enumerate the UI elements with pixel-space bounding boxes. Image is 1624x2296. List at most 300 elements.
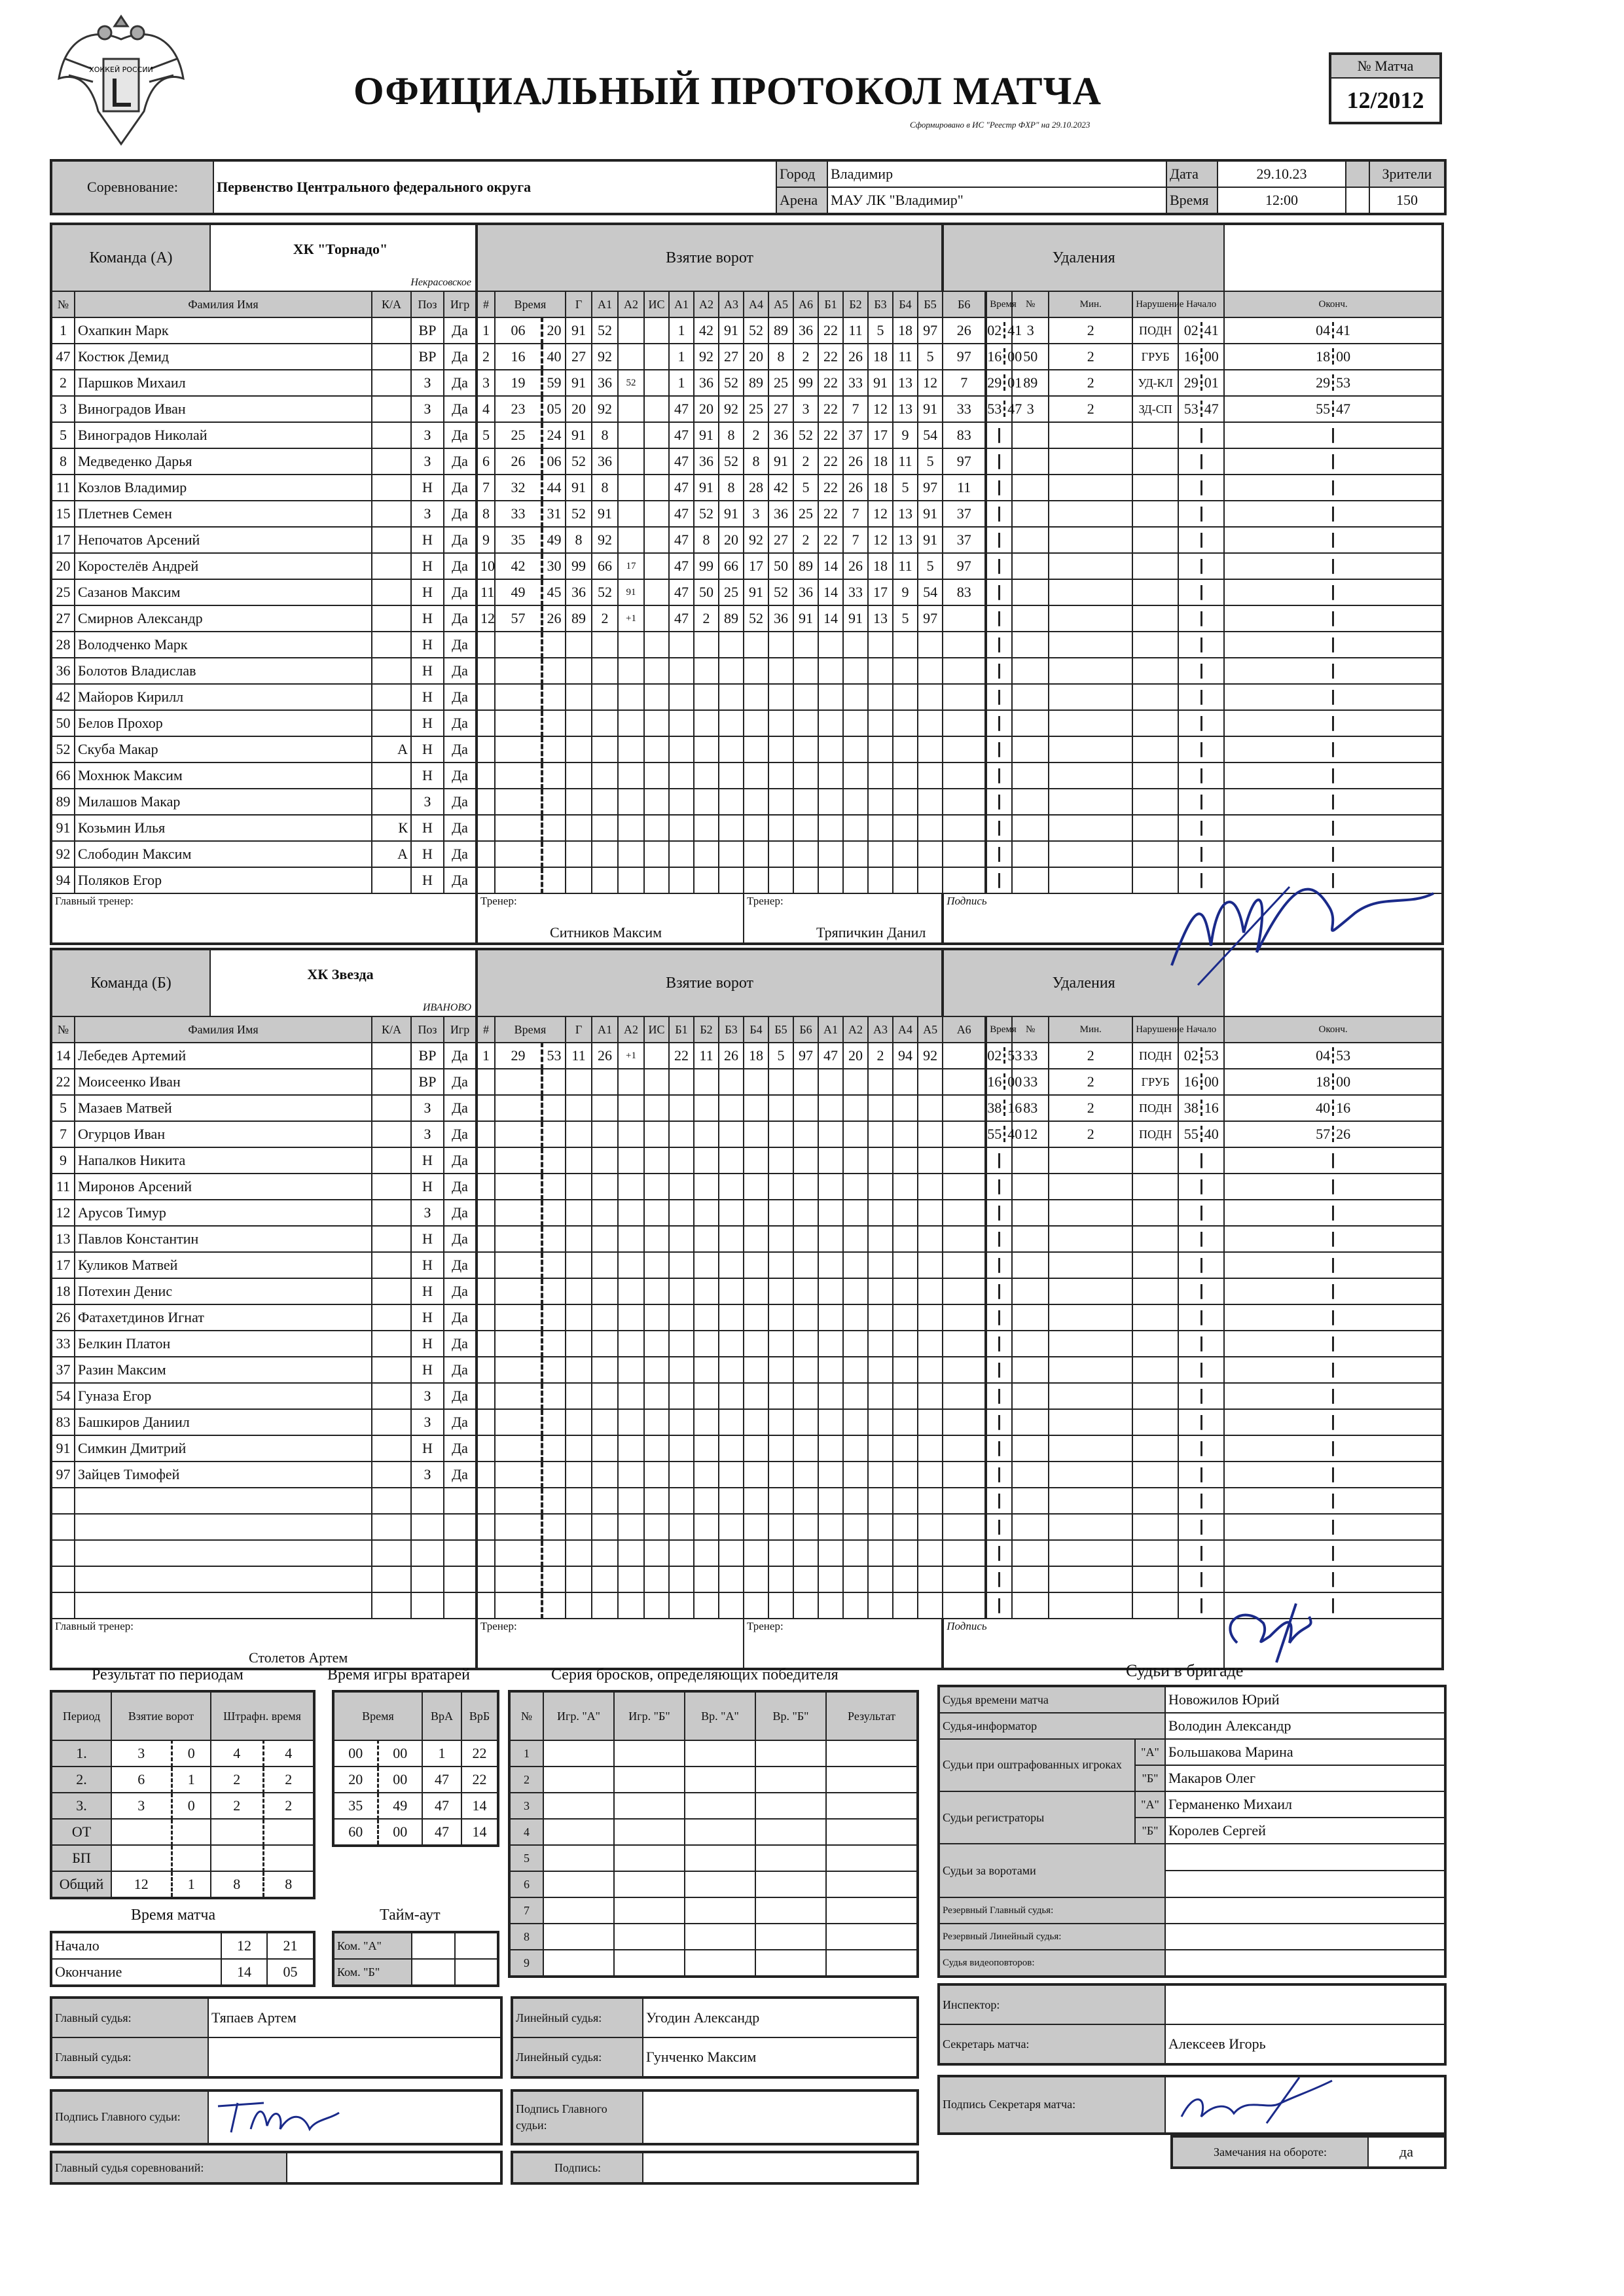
timeout-a-label: Ком. "А"	[333, 1932, 412, 1959]
shootout-table	[508, 1690, 919, 1978]
onice-player	[918, 1278, 943, 1304]
penalty-minutes	[1049, 1488, 1132, 1514]
onice-player	[719, 1226, 744, 1252]
player-name: Охапкин Марк	[75, 317, 372, 344]
penalty-min: 02	[987, 1047, 1002, 1064]
player-played: Да	[444, 1462, 477, 1488]
penalty-start	[1178, 448, 1224, 475]
player-played: Да	[444, 1331, 477, 1357]
period-name: 1.	[51, 1740, 111, 1767]
goal-number	[477, 841, 495, 867]
period-value	[263, 1819, 314, 1845]
onice-player	[843, 815, 868, 841]
onice-player	[768, 1304, 793, 1331]
goalie-value: 00	[378, 1819, 422, 1846]
onice-player	[893, 1409, 918, 1435]
shootout-cell	[685, 1819, 755, 1845]
player-position: Н	[411, 1252, 444, 1278]
player-number: 11	[51, 475, 75, 501]
goal-assist-1	[592, 789, 618, 815]
goal-scorer: 52	[566, 501, 592, 527]
player-name: Непочатов Арсений	[75, 527, 372, 553]
time-min: 02	[1183, 322, 1199, 338]
match-info-table	[50, 159, 1447, 215]
team-city: Некрасовское	[410, 277, 472, 288]
goal-situation	[644, 527, 669, 553]
player-name: Слободин Максим	[75, 841, 372, 867]
player-name: Майоров Кирилл	[75, 684, 372, 710]
penalty-minutes	[1049, 579, 1132, 605]
onice-player	[694, 1331, 719, 1357]
goal-number: 9	[477, 527, 495, 553]
player-number: 22	[51, 1069, 75, 1095]
goal-assist-1	[592, 710, 618, 736]
shootout-number: 9	[509, 1950, 543, 1977]
penalty-end	[1224, 1043, 1443, 1069]
player-position: Н	[411, 1435, 444, 1462]
onice-player	[868, 1069, 893, 1095]
onice-player	[793, 1540, 818, 1566]
goal-col: А1	[592, 291, 618, 317]
penalty-player	[1012, 684, 1049, 710]
goal-scorer: 99	[566, 553, 592, 579]
goal-number	[477, 1174, 495, 1200]
shootout-cell	[543, 1819, 614, 1845]
onice-player: 52	[719, 448, 744, 475]
goal-scorer	[566, 736, 592, 762]
inspector-label: Инспектор:	[939, 1984, 1165, 2024]
penalty-infraction	[1132, 579, 1178, 605]
penalty-infraction	[1132, 1488, 1178, 1514]
goal-sec	[542, 1566, 566, 1592]
goal-scorer	[566, 1121, 592, 1147]
goal-scorer	[566, 1462, 592, 1488]
penalty-time	[986, 370, 1022, 396]
onice-player	[843, 1252, 868, 1278]
onice-player: 18	[744, 1043, 768, 1069]
onice-player	[719, 1331, 744, 1357]
goal-situation	[644, 1514, 669, 1540]
period-value: 8	[211, 1871, 263, 1898]
penalty-minutes	[1049, 553, 1132, 579]
period-value: 12	[111, 1871, 171, 1898]
penalty-minutes	[1049, 710, 1132, 736]
onice-player	[818, 867, 843, 893]
player-played: Да	[444, 1383, 477, 1409]
penalty-infraction	[1132, 1278, 1178, 1304]
penalty-time	[986, 789, 1012, 815]
col-name: Фамилия Имя	[75, 1016, 372, 1043]
player-number: 25	[51, 579, 75, 605]
penalty-time	[986, 1226, 1012, 1252]
time-min: 55	[1183, 1126, 1199, 1142]
onice-player	[843, 1095, 868, 1121]
player-number: 20	[51, 553, 75, 579]
goal-assist-2	[618, 1514, 644, 1540]
penalty-start	[1178, 736, 1224, 762]
onice-col: А2	[843, 1016, 868, 1043]
player-position: ВР	[411, 1069, 444, 1095]
player-captain	[372, 710, 411, 736]
penalty-start	[1178, 815, 1224, 841]
goal-assist-2	[618, 1592, 644, 1619]
penalty-infraction	[1132, 1252, 1178, 1278]
onice-player	[818, 1462, 843, 1488]
onice-player: 50	[768, 553, 793, 579]
penalty-player	[1012, 553, 1049, 579]
player-captain	[372, 1121, 411, 1147]
onice-player	[719, 1514, 744, 1540]
col-pos: Поз	[411, 291, 444, 317]
player-played: Да	[444, 1069, 477, 1095]
player-position: З	[411, 422, 444, 448]
onice-player: 37	[843, 422, 868, 448]
period-value: 0	[171, 1793, 211, 1819]
onice-player: 97	[918, 605, 943, 632]
head-referee-2-sign-label: Подпись Главного судьи:	[512, 2090, 643, 2144]
penalty-time	[986, 475, 1012, 501]
onice-player	[818, 1383, 843, 1409]
goal-situation	[644, 710, 669, 736]
goal-situation	[644, 1435, 669, 1462]
goal-assist-1	[592, 1514, 618, 1540]
onice-player	[893, 632, 918, 658]
onice-player	[868, 658, 893, 684]
player-name: Арусов Тимур	[75, 1200, 372, 1226]
time-sec: 16	[1200, 1100, 1219, 1116]
onice-player	[719, 841, 744, 867]
onice-player	[893, 815, 918, 841]
col-ka: К/А	[372, 291, 411, 317]
onice-player	[943, 1121, 986, 1147]
goal-min	[495, 1200, 542, 1226]
onice-player	[793, 1566, 818, 1592]
onice-player	[843, 658, 868, 684]
onice-player	[719, 1409, 744, 1435]
goal-col: ИС	[644, 291, 669, 317]
team-city: ИВАНОВО	[422, 1002, 472, 1013]
goal-min	[495, 1383, 542, 1409]
player-number: 97	[51, 1462, 75, 1488]
onice-player	[744, 1514, 768, 1540]
period-value: 3	[111, 1793, 171, 1819]
penalty-player	[1012, 1304, 1049, 1331]
goal-number: 11	[477, 579, 495, 605]
goal-scorer	[566, 1252, 592, 1278]
onice-col: А4	[893, 1016, 918, 1043]
onice-player: 22	[669, 1043, 694, 1069]
penalty-end	[1224, 710, 1443, 736]
penalty-time	[986, 422, 1012, 448]
goal-situation	[644, 789, 669, 815]
penalty-player	[1012, 1147, 1049, 1174]
goal-number: 3	[477, 370, 495, 396]
onice-player: 47	[669, 475, 694, 501]
player-captain: А	[372, 841, 411, 867]
officials-title: Судьи в бригаде	[1126, 1661, 1244, 1680]
player-row	[51, 1069, 1443, 1095]
goal-min: 16	[495, 344, 542, 370]
onice-player: 26	[719, 1043, 744, 1069]
player-position	[411, 1566, 444, 1592]
onice-player	[818, 684, 843, 710]
onice-player: 5	[918, 448, 943, 475]
head-referee-1-label: Главный судья:	[51, 1998, 208, 2037]
goal-number	[477, 1278, 495, 1304]
player-position: З	[411, 1462, 444, 1488]
onice-player: 27	[719, 344, 744, 370]
player-played: Да	[444, 1121, 477, 1147]
penalty-end	[1224, 605, 1443, 632]
onice-player	[843, 1462, 868, 1488]
onice-col: Б2	[843, 291, 868, 317]
onice-player	[893, 1592, 918, 1619]
goal-situation	[644, 867, 669, 893]
shootout-number: 1	[509, 1740, 543, 1767]
goalie-value: 22	[461, 1740, 498, 1767]
sign-label: Подпись:	[512, 2152, 643, 2183]
onice-player: 1	[669, 344, 694, 370]
goal-assist-1: 36	[592, 370, 618, 396]
penalty-start	[1178, 789, 1224, 815]
onice-player	[943, 1592, 986, 1619]
goal-min	[495, 632, 542, 658]
onice-player	[843, 1566, 868, 1592]
time-sec: 41	[1200, 322, 1219, 338]
onice-player	[868, 789, 893, 815]
goal-scorer	[566, 867, 592, 893]
onice-player: 91	[694, 475, 719, 501]
onice-player	[893, 1331, 918, 1357]
onice-player	[943, 1043, 986, 1069]
goal-assist-1	[592, 1226, 618, 1252]
penalty-minutes	[1049, 1435, 1132, 1462]
onice-player	[843, 1435, 868, 1462]
penalty-time	[986, 1566, 1012, 1592]
onice-player	[719, 632, 744, 658]
start-label: Начало	[51, 1932, 221, 1959]
penalty-start	[1178, 1514, 1224, 1540]
player-name	[75, 1540, 372, 1566]
player-number: 50	[51, 710, 75, 736]
onice-player	[669, 658, 694, 684]
penalty-end	[1224, 1383, 1443, 1409]
goal-situation	[644, 579, 669, 605]
player-row	[51, 736, 1443, 762]
player-number	[51, 1514, 75, 1540]
onice-player	[918, 1252, 943, 1278]
goal-number	[477, 736, 495, 762]
onice-player: 27	[768, 396, 793, 422]
penalty-start	[1178, 553, 1224, 579]
onice-player	[843, 1147, 868, 1174]
onice-player: 11	[943, 475, 986, 501]
goal-assist-1	[592, 1069, 618, 1095]
player-captain	[372, 1357, 411, 1383]
player-position: З	[411, 396, 444, 422]
shootout-cell	[685, 1871, 755, 1897]
player-played: Да	[444, 317, 477, 344]
period-value: 2	[263, 1767, 314, 1793]
goal-situation	[644, 815, 669, 841]
onice-player	[893, 1174, 918, 1200]
onice-player	[893, 1304, 918, 1331]
penalty-end	[1224, 1147, 1443, 1174]
informer-label: Судья-информатор	[939, 1713, 1165, 1739]
player-played: Да	[444, 370, 477, 396]
onice-player	[943, 1304, 986, 1331]
onice-player: 25	[768, 370, 793, 396]
onice-player	[669, 762, 694, 789]
goal-sec	[542, 1121, 566, 1147]
penalty-start	[1178, 501, 1224, 527]
shootout-col: Игр. "А"	[543, 1691, 614, 1740]
onice-player	[868, 841, 893, 867]
penalty-start	[1178, 632, 1224, 658]
onice-player	[943, 1278, 986, 1304]
goal-sec	[542, 1252, 566, 1278]
penalty-judge-a: Большакова Марина	[1165, 1739, 1445, 1765]
player-position: Н	[411, 1174, 444, 1200]
onice-player	[744, 1592, 768, 1619]
onice-player	[818, 1304, 843, 1331]
goal-scorer	[566, 1304, 592, 1331]
penalty-time	[986, 396, 1022, 422]
onice-player: 22	[818, 527, 843, 553]
penalty-infraction	[1132, 841, 1178, 867]
player-number: 12	[51, 1200, 75, 1226]
onice-player	[893, 1069, 918, 1095]
onice-player	[943, 1540, 986, 1566]
shootout-cell	[685, 1845, 755, 1871]
onice-player	[793, 1174, 818, 1200]
onice-player	[793, 1147, 818, 1174]
penalty-time	[986, 1278, 1012, 1304]
goal-scorer: 91	[566, 317, 592, 344]
onice-player	[943, 1514, 986, 1540]
penalty-min: 55	[987, 1126, 1002, 1142]
penalty-minutes: 2	[1049, 1121, 1132, 1147]
head-referee-2-label: Главный судья:	[51, 2037, 208, 2077]
goal-scorer	[566, 1174, 592, 1200]
onice-player: 22	[818, 317, 843, 344]
goal-assist-2	[618, 815, 644, 841]
onice-player: 37	[943, 501, 986, 527]
penalty-col: Мин.	[1049, 1016, 1132, 1043]
onice-player	[843, 1488, 868, 1514]
penalty-start	[1178, 841, 1224, 867]
onice-col: Б1	[818, 291, 843, 317]
player-captain	[372, 1462, 411, 1488]
onice-player: 91	[768, 448, 793, 475]
player-row	[51, 448, 1443, 475]
onice-player: 22	[818, 396, 843, 422]
goal-number: 6	[477, 448, 495, 475]
goal-situation	[644, 1095, 669, 1121]
onice-player	[943, 1226, 986, 1252]
goal-situation	[644, 1043, 669, 1069]
team-a-section	[50, 223, 1444, 945]
onice-player: 91	[868, 370, 893, 396]
onice-player	[719, 1566, 744, 1592]
player-position: З	[411, 370, 444, 396]
onice-player	[943, 710, 986, 736]
player-captain	[372, 789, 411, 815]
onice-player	[744, 1409, 768, 1435]
onice-player	[744, 1383, 768, 1409]
onice-player	[818, 1147, 843, 1174]
goal-number: 1	[477, 317, 495, 344]
goal-assist-2	[618, 1357, 644, 1383]
goal-number: 5	[477, 422, 495, 448]
penalty-minutes	[1049, 762, 1132, 789]
player-captain	[372, 1331, 411, 1357]
penalty-end	[1224, 1540, 1443, 1566]
player-played: Да	[444, 1226, 477, 1252]
goal-min	[495, 1095, 542, 1121]
city-label: Город	[776, 160, 827, 187]
onice-player	[843, 1592, 868, 1619]
goal-min	[495, 1514, 542, 1540]
player-number: 37	[51, 1357, 75, 1383]
player-played: Да	[444, 1435, 477, 1462]
player-played: Да	[444, 579, 477, 605]
onice-player	[918, 815, 943, 841]
goal-assist-1: 92	[592, 527, 618, 553]
penalty-time	[986, 1357, 1012, 1383]
goal-scorer	[566, 1592, 592, 1619]
onice-player	[768, 1462, 793, 1488]
onice-player: 42	[768, 475, 793, 501]
goal-min	[495, 658, 542, 684]
goal-number: 10	[477, 553, 495, 579]
onice-player	[868, 1566, 893, 1592]
onice-player: 99	[793, 370, 818, 396]
onice-player	[918, 1514, 943, 1540]
onice-player: 11	[843, 317, 868, 344]
goal-min	[495, 736, 542, 762]
onice-player: 11	[694, 1043, 719, 1069]
goal-assist-1	[592, 1592, 618, 1619]
penalty-player: 3	[1012, 317, 1049, 344]
goal-situation	[644, 1566, 669, 1592]
time-sec: 47	[1332, 401, 1350, 417]
goal-sec	[542, 1095, 566, 1121]
penalty-infraction: ГРУБ	[1132, 1069, 1178, 1095]
goal-sec	[542, 1514, 566, 1540]
player-position: З	[411, 789, 444, 815]
onice-player: 13	[893, 501, 918, 527]
player-row	[51, 632, 1443, 658]
player-played	[444, 1592, 477, 1619]
goal-situation	[644, 1226, 669, 1252]
goal-sec: 26	[542, 605, 566, 632]
goal-sec: 53	[542, 1043, 566, 1069]
penalty-infraction: ПОДН	[1132, 317, 1178, 344]
onice-col: Б4	[744, 1016, 768, 1043]
onice-player	[918, 632, 943, 658]
shootout-cell	[755, 1767, 826, 1793]
onice-player	[768, 1566, 793, 1592]
head-referee-1: Тяпаев Артем	[208, 1998, 501, 2037]
coach-name: Ситников Максим	[550, 924, 662, 941]
goal-assist-2: 91	[618, 579, 644, 605]
shootout-cell	[685, 1897, 755, 1924]
player-position: З	[411, 1121, 444, 1147]
onice-player: 26	[843, 448, 868, 475]
onice-player	[793, 632, 818, 658]
onice-player	[744, 1121, 768, 1147]
